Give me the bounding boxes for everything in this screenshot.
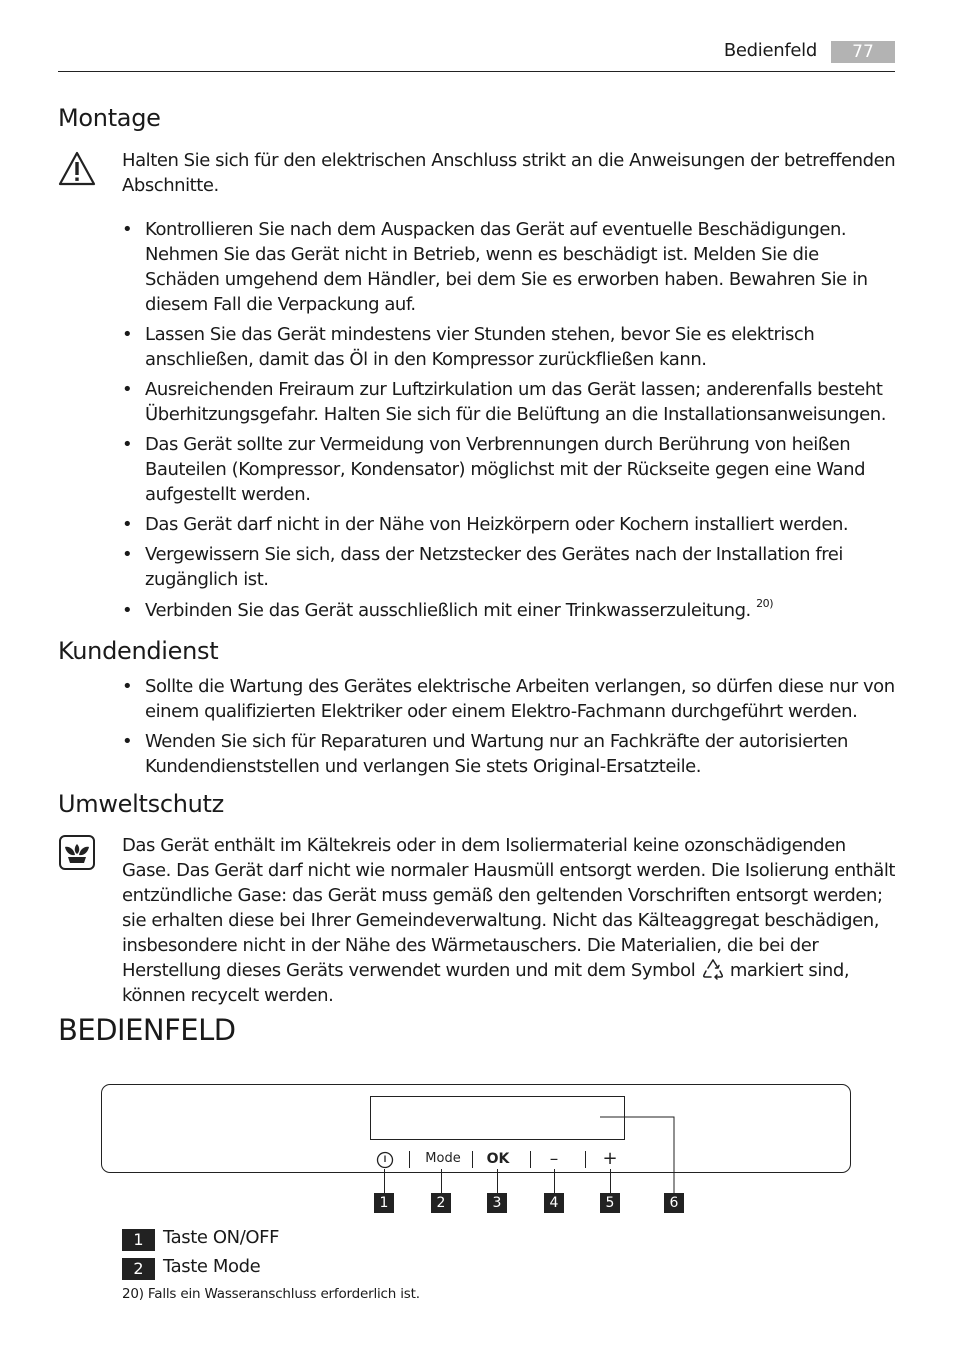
callout-number: 3 [487,1193,507,1213]
legend-label: Taste ON/OFF [163,1227,280,1248]
callout-line-display [600,1110,680,1195]
callout-number: 5 [600,1193,620,1213]
header-section-title: Bedienfeld [723,40,817,61]
callout-number: 2 [431,1193,451,1213]
list-item: • Das Gerät darf nicht in der Nähe von Heizkörpern oder Kochern installiert werden. [122,512,896,537]
list-item: • Wenden Sie sich für Reparaturen und Wartung nur an Fachkräfte der autorisierten Kundendienststellen und verlangen Sie stets Original-Ersatzteile. [122,729,896,779]
power-icon [376,1151,394,1169]
footnote: 20) Falls ein Wasseranschluss erforderlich ist. [122,1286,420,1302]
panel-separator [530,1151,531,1168]
page-header [58,38,895,72]
umweltschutz-text-part2: markiert sind, können recycelt werden. [122,960,850,1006]
panel-separator [585,1151,586,1168]
callout-line [497,1169,498,1193]
list-item: • Kontrollieren Sie nach dem Auspacken das Gerät auf eventuelle Beschädigungen. Nehmen Sie das Gerät nicht in Betrieb, wenn es beschädigt ist. Melden Sie die Schäden umgehend dem Händler, bei dem Sie es erworben haben. Bewahren Sie in diesem Fall die Verpackung auf. [122,217,896,317]
mode-button-label: Mode [425,1151,461,1166]
callout-line [384,1169,385,1193]
callout-number: 6 [664,1193,684,1213]
footnote-ref: 20) [756,597,774,610]
plus-button-label: + [602,1148,618,1169]
legend-label: Taste Mode [163,1256,261,1277]
umweltschutz-text [122,833,896,1008]
control-panel-display [370,1096,625,1140]
list-item: • Lassen Sie das Gerät mindestens vier Stunden stehen, bevor Sie es elektrisch anschließen, damit das Öl in den Kompressor zurückfließen kann. [122,322,896,372]
list-item: • Ausreichenden Freiraum zur Luftzirkulation um das Gerät lassen; anderenfalls besteht Überhitzungsgefahr. Halten Sie sich für die Belüftung an die Installationsanweisungen. [122,377,896,427]
ok-button-label: OK [486,1151,510,1167]
heading-montage: Montage [58,104,161,132]
callout-number: 1 [374,1193,394,1213]
montage-warning-text: Halten Sie sich für den elektrischen Anschluss strikt an die Anweisungen der betreffenden Abschnitte. [122,150,896,196]
list-item: • Sollte die Wartung des Gerätes elektrische Arbeiten verlangen, so dürfen diese nur von einem qualifizierten Elektriker oder einem Elektro-Fachmann durchgeführt werden. [122,674,896,724]
list-item [122,598,896,623]
warning-triangle-icon [58,151,96,186]
heading-umweltschutz: Umweltschutz [58,790,224,818]
list-item: • Das Gerät sollte zur Vermeidung von Verbrennungen durch Berührung von heißen Bauteilen (Kompressor, Kondensator) möglichst mit der Rückseite gegen eine Wand aufgestellt werden. [122,432,896,507]
legend-number: 2 [122,1258,155,1280]
recycling-icon [702,958,724,980]
heading-kundendienst: Kundendienst [58,637,219,665]
panel-separator [409,1151,410,1168]
list-item: • Vergewissern Sie sich, dass der Netzstecker des Gerätes nach der Installation frei zugänglich ist. [122,542,896,592]
umweltschutz-text-part1: Das Gerät enthält im Kältekreis oder in dem Isoliermaterial keine ozonschädigenden Gase. Das Gerät darf nicht wie normaler Hausmüll entsorgt werden. Die Isolierung enthält entzündliche Gase: das Gerät muss gemäß den geltenden Vorschriften entsorgt werden; sie erhalten diese bei Ihrer Gemeindeverwaltung. Nicht das Kälteaggregat beschädigen, insbesondere nicht in der Nähe des Wärmetauschers. Die Materialien, die bei der Herstellung dieses Geräts verwendet wurden und mit dem Symbol [122,835,895,981]
callout-line [441,1169,442,1193]
eco-plant-icon [59,835,95,870]
panel-separator [472,1151,473,1168]
callout-line [554,1169,555,1193]
montage-bullet-list [122,217,896,628]
callout-number: 4 [544,1193,564,1213]
page-number: 77 [831,41,895,63]
legend-number: 1 [122,1229,155,1251]
heading-bedienfeld: BEDIENFELD [58,1013,236,1047]
list-item-text: Verbinden Sie das Gerät ausschließlich mit einer Trinkwasserzuleitung. [145,600,751,621]
minus-button-label: – [549,1149,559,1169]
kundendienst-bullet-list [122,674,896,784]
